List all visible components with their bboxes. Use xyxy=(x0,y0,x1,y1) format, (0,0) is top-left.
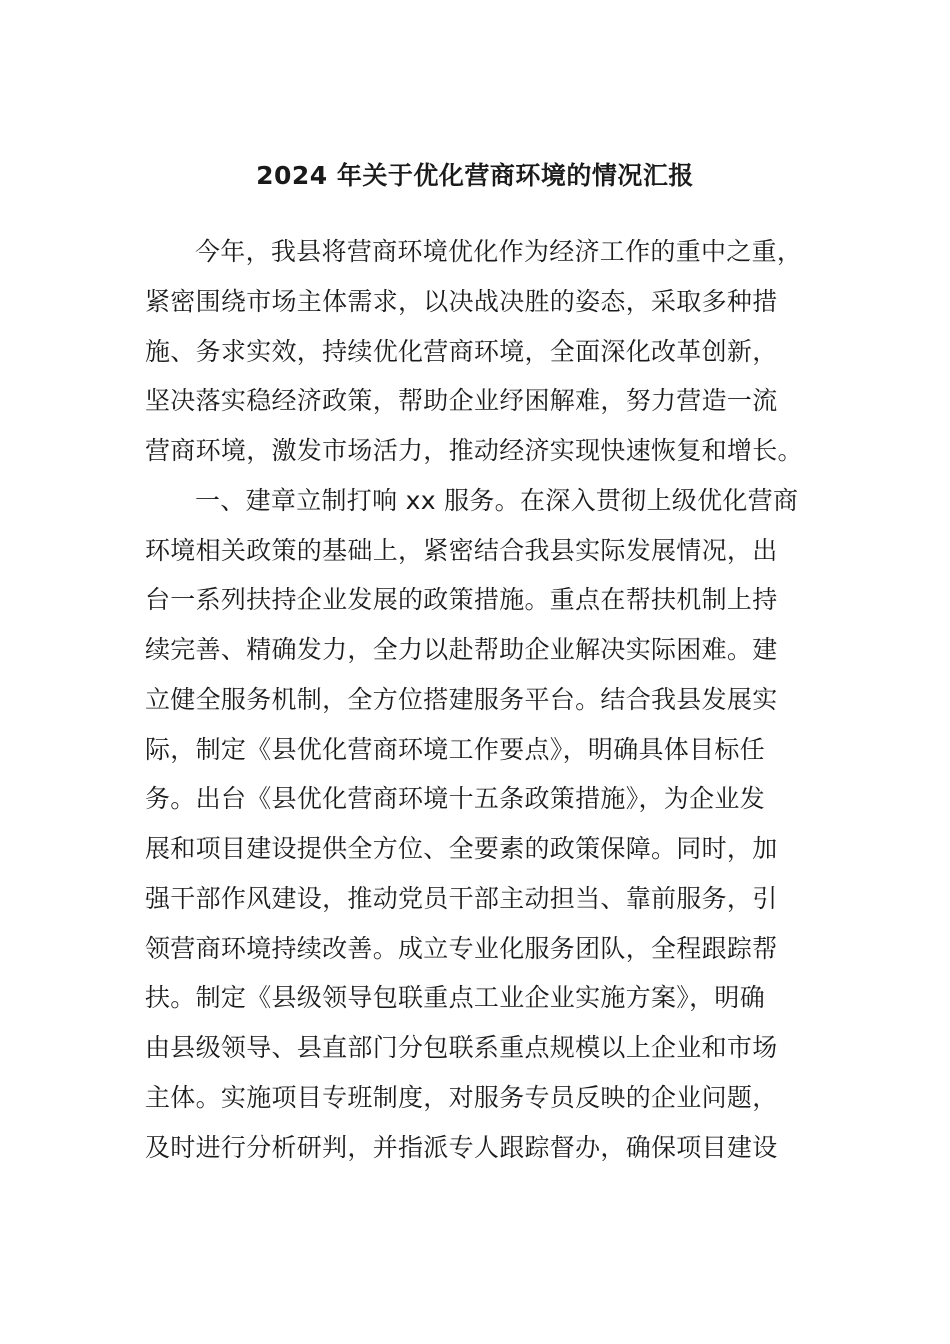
body-text-line: 一、建章立制打响 xx 服务。在深入贯彻上级优化营商 xyxy=(195,485,799,515)
body-text-line: 展和项目建设提供全方位、全要素的政策保障。同时，加 xyxy=(145,834,778,863)
body-text-line: 领营商环境持续改善。成立专业化服务团队，全程跟踪帮 xyxy=(145,933,778,963)
body-text-line: 台一系列扶持企业发展的政策措施。重点在帮扶机制上持 xyxy=(145,585,778,615)
body-text-line: 际，制定《县优化营商环境工作要点》，明确具体目标任 xyxy=(145,734,766,764)
document-title: 2024 年关于优化营商环境的情况汇报 xyxy=(256,161,694,190)
body-text-line: 营商环境，激发市场活力，推动经济实现快速恢复和增长。 xyxy=(145,436,803,465)
body-text-line: 环境相关政策的基础上，紧密结合我县实际发展情况，出 xyxy=(145,535,778,565)
body-text-line: 务。出台《县优化营商环境十五条政策措施》，为企业发 xyxy=(145,784,766,814)
body-text-line: 续完善、精确发力，全力以赴帮助企业解决实际困难。建 xyxy=(145,635,778,664)
body-text-line: 坚决落实稳经济政策，帮助企业纾困解难，努力营造一流 xyxy=(145,386,778,416)
body-text-line: 由县级领导、县直部门分包联系重点规模以上企业和市场 xyxy=(145,1033,778,1062)
body-text-line: 主体。实施项目专班制度，对服务专员反映的企业问题， xyxy=(145,1082,778,1112)
body-text-line: 立健全服务机制，全方位搭建服务平台。结合我县发展实 xyxy=(145,684,778,714)
body-text-line: 扶。制定《县级领导包联重点工业企业实施方案》，明确 xyxy=(145,983,766,1013)
body-text-line: 施、务求实效，持续优化营商环境，全面深化改革创新， xyxy=(145,336,778,366)
body-text-line: 紧密围绕市场主体需求，以决战决胜的姿态，采取多种措 xyxy=(145,286,778,316)
body-text-line: 强干部作风建设，推动党员干部主动担当、靠前服务，引 xyxy=(145,883,778,913)
body-text-line: 及时进行分析研判，并指派专人跟踪督办，确保项目建设 xyxy=(145,1132,778,1162)
body-text-line: 今年，我县将营商环境优化作为经济工作的重中之重， xyxy=(195,237,803,266)
